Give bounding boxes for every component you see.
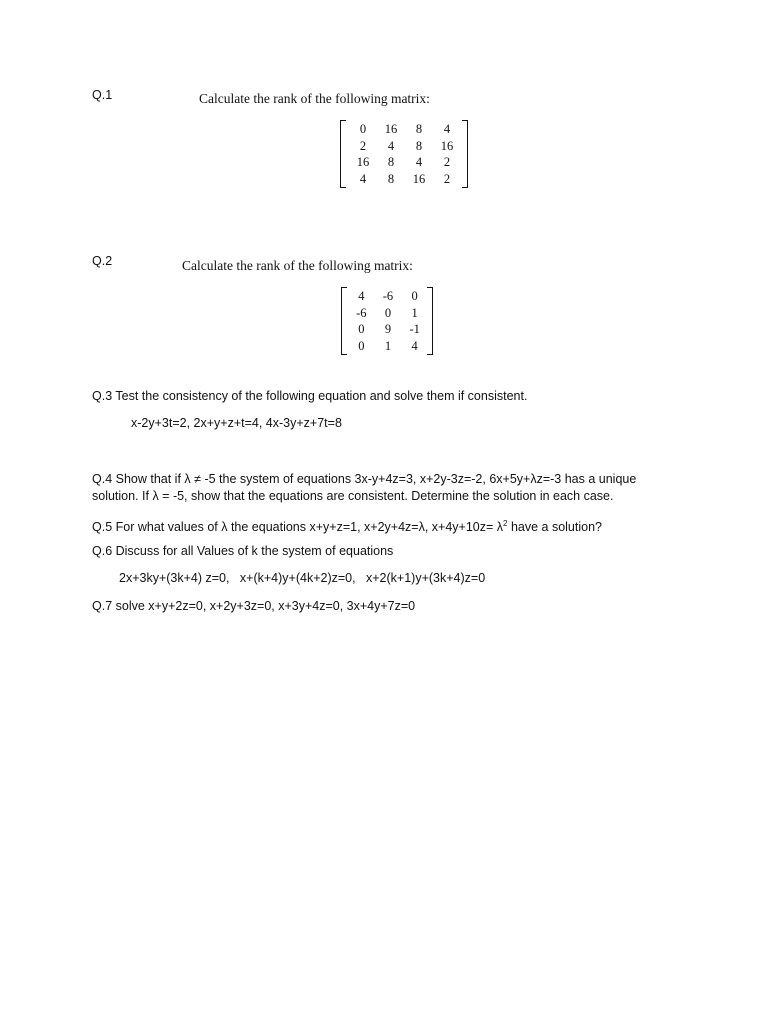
matrix-cell: 1 <box>384 338 392 353</box>
q4-text: Q.4 Show that if λ ≠ -5 the system of equations 3x-y+4z=3, x+2y-3z=-2, 6x+5y+λz=-3 has a unique solution. If λ = -5, show that the equations are consistent. Determine the solution in each case. <box>92 472 637 503</box>
matrix-cell: 4 <box>415 155 423 169</box>
q6-text: Q.6 Discuss for all Values of k the system of equations <box>92 544 394 558</box>
matrix-cell: 8 <box>415 122 423 136</box>
matrix-cell: 4 <box>443 122 451 136</box>
q1-prompt: Calculate the rank of the following matrix: <box>199 91 430 106</box>
matrix-row <box>348 338 428 355</box>
matrix-cell: 4 <box>358 289 365 303</box>
matrix-cell: -1 <box>409 322 420 336</box>
matrix-cell: 8 <box>415 138 423 153</box>
q7-text: Q.7 solve x+y+2z=0, x+2y+3z=0, x+3y+4z=0, 3x+4y+7z=0 <box>92 599 416 613</box>
q2-number: Q.2 <box>92 254 113 268</box>
right-bracket <box>462 120 468 188</box>
matrix-cell: 0 <box>411 289 418 303</box>
matrix-cell: 2 <box>443 171 451 186</box>
matrix-cell: 16 <box>384 122 398 136</box>
matrix-row <box>349 171 461 188</box>
matrix-cell: 0 <box>384 305 392 320</box>
matrix-row <box>349 121 461 138</box>
matrix-cell: -6 <box>356 305 367 320</box>
matrix-cell: 16 <box>356 155 370 169</box>
matrix-row <box>348 321 428 338</box>
q1-matrix-table <box>349 121 461 187</box>
matrix-cell: 8 <box>387 171 395 186</box>
matrix-cell: 1 <box>411 305 418 320</box>
matrix-cell: 9 <box>384 322 392 336</box>
q5-text <box>92 515 602 536</box>
matrix-cell: 0 <box>358 338 365 353</box>
matrix-cell: 0 <box>358 322 365 336</box>
matrix-cell: 4 <box>411 338 418 353</box>
q3-equations: x-2y+3t=2, 2x+y+z+t=4, 4x-3y+z+7t=8 <box>131 416 342 430</box>
q1-number: Q.1 <box>92 88 113 102</box>
matrix-cell: 8 <box>387 155 395 169</box>
matrix-cell: 2 <box>443 155 451 169</box>
matrix-row <box>349 138 461 155</box>
matrix-cell: 16 <box>440 138 454 153</box>
left-bracket <box>340 120 346 188</box>
matrix-cell: 16 <box>412 171 426 186</box>
matrix-cell: 4 <box>359 171 367 186</box>
q2-prompt: Calculate the rank of the following matrix: <box>182 258 413 273</box>
matrix-cell: -6 <box>382 289 394 303</box>
q3-text: Q.3 Test the consistency of the following equation and solve them if consistent. <box>92 389 528 403</box>
q5-text-before: Q.5 For what values of λ the equations x+y+z=1, x+2y+4z=λ, x+4y+10z= λ <box>92 520 504 535</box>
matrix-cell: 2 <box>359 138 367 153</box>
q2-matrix <box>341 287 433 355</box>
q1-matrix <box>340 120 468 188</box>
matrix-cell: 4 <box>387 138 395 153</box>
q6-equations: 2x+3ky+(3k+4) z=0, x+(k+4)y+(4k+2)z=0, x+2(k+1)y+(3k+4)z=0 <box>119 571 486 585</box>
matrix-cell: 0 <box>359 122 367 136</box>
q5-superscript: 2 <box>503 519 508 528</box>
left-bracket <box>341 287 347 355</box>
q5-text-after: have a solution? <box>507 520 602 535</box>
q2-matrix-table <box>348 288 428 354</box>
matrix-row <box>348 288 428 305</box>
matrix-row <box>348 305 428 322</box>
matrix-row <box>349 154 461 171</box>
